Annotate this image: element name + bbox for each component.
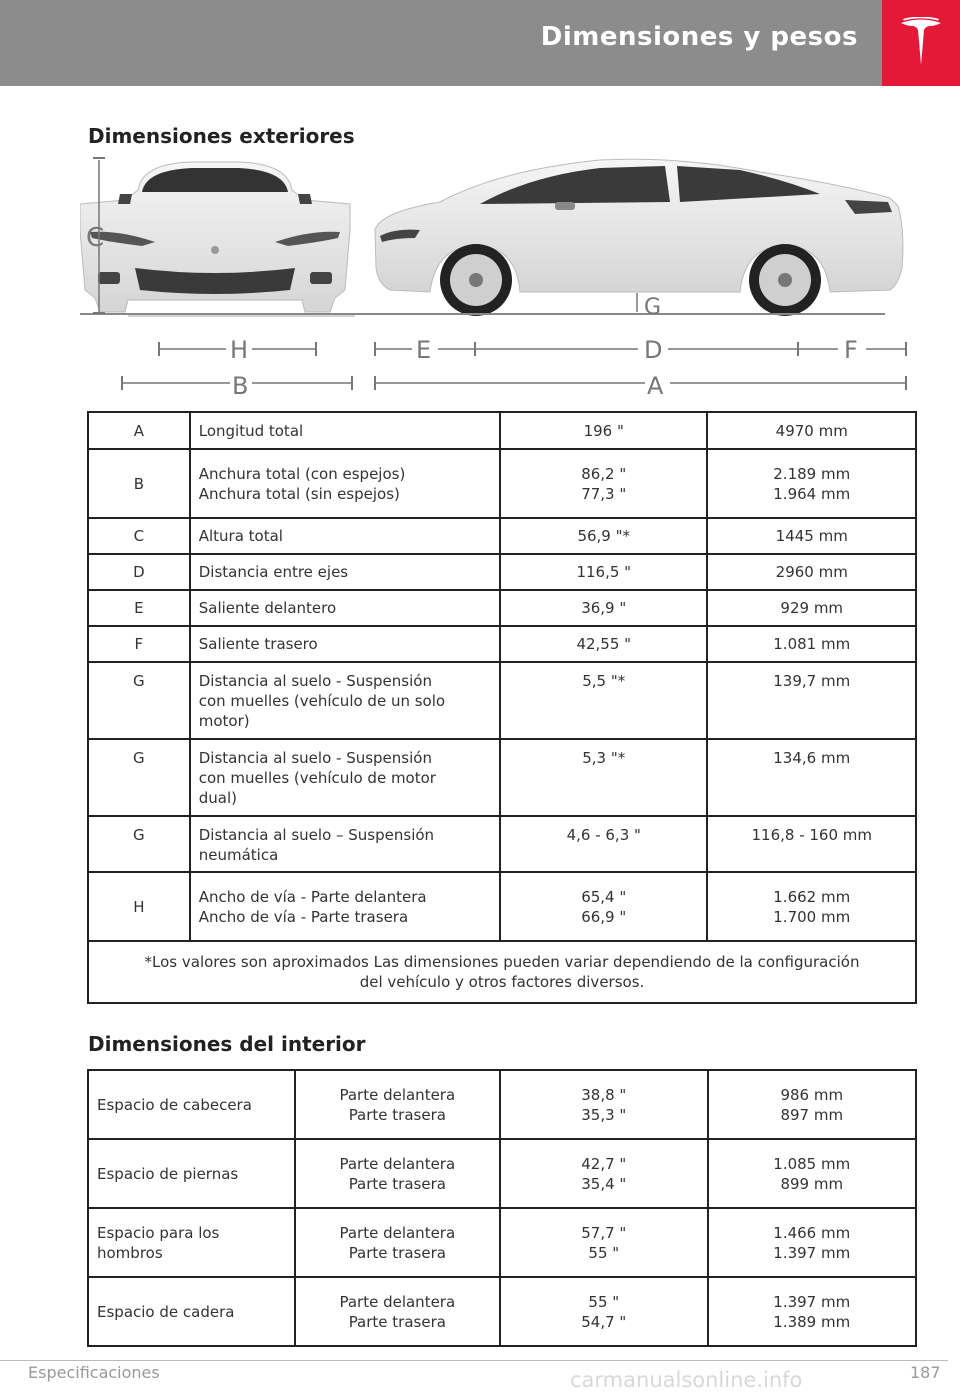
cell-line: 1.397 mm <box>773 1292 851 1311</box>
footer-section: Especificaciones <box>28 1363 160 1382</box>
exterior-dimensions-table <box>87 411 917 1004</box>
table-row <box>88 412 916 449</box>
cell-line: 1.964 mm <box>773 484 851 503</box>
cell-line: Distancia al suelo - Suspensión <box>198 749 432 767</box>
cell-line: 1.397 mm <box>773 1243 851 1262</box>
cell-line: Parte trasera <box>348 1312 446 1331</box>
cell-line: motor) <box>198 712 250 730</box>
cell-line: 116,5 " <box>576 563 632 581</box>
cell-line: dual) <box>198 789 237 807</box>
cell-line: neumática <box>198 846 279 864</box>
table-row <box>88 449 916 518</box>
cell-line: 36,9 " <box>581 599 627 617</box>
cell-line: 1.700 mm <box>773 907 851 926</box>
dimension-code: C <box>88 518 190 554</box>
cell-line: 4,6 - 6,3 " <box>566 826 641 844</box>
label-g: G <box>644 295 662 320</box>
label-f: F <box>844 336 858 364</box>
cell-line: 35,3 " <box>581 1105 627 1124</box>
cell-line: Espacio de cabecera <box>97 1095 252 1114</box>
table-row <box>88 1208 916 1277</box>
cell-line: Longitud total <box>198 421 304 440</box>
dimension-code: F <box>88 626 190 662</box>
table-row <box>88 1139 916 1208</box>
cell-line: Parte delantera <box>339 1085 456 1104</box>
cell-line: 1445 mm <box>775 527 848 545</box>
cell-line: Parte trasera <box>348 1105 446 1124</box>
table-row <box>88 626 916 662</box>
dimension-code: B <box>88 449 190 518</box>
cell-line: 2960 mm <box>775 563 848 581</box>
cell-line: 65,4 " <box>581 887 627 906</box>
cell-line: Saliente delantero <box>198 599 337 617</box>
label-d: D <box>644 336 663 364</box>
dimension-code: G <box>88 816 190 872</box>
cell-line: 1.466 mm <box>773 1223 851 1242</box>
cell-line: 1.085 mm <box>773 1154 851 1173</box>
dimension-code: H <box>88 872 190 941</box>
table-note-row <box>88 941 916 1003</box>
cell-line: 134,6 mm <box>773 749 851 767</box>
vehicle-dimensions-diagram <box>80 150 920 405</box>
label-c: C <box>86 223 105 253</box>
exterior-title: Dimensiones exteriores <box>88 124 355 148</box>
cell-line: Parte delantera <box>339 1154 456 1173</box>
cell-line: 35,4 " <box>581 1174 627 1193</box>
cell-line: Parte trasera <box>348 1174 446 1193</box>
cell-line: hombros <box>97 1243 163 1262</box>
cell-line: 897 mm <box>780 1105 844 1124</box>
interior-dimensions-table <box>87 1069 917 1347</box>
cell-line: 56,9 "* <box>577 527 631 545</box>
cell-line: 196 " <box>583 421 624 440</box>
cell-line: Ancho de vía - Parte delantera <box>198 887 427 906</box>
cell-line: con muelles (vehículo de un solo <box>198 692 446 710</box>
cell-line: 55 " <box>588 1243 620 1262</box>
cell-line: 5,5 "* <box>582 672 626 690</box>
table-row <box>88 872 916 941</box>
table-row <box>88 590 916 626</box>
label-h: H <box>230 336 249 364</box>
cell-line: Parte delantera <box>339 1292 456 1311</box>
brand-logo <box>882 0 960 86</box>
tesla-logo-icon <box>899 17 943 69</box>
watermark: carmanualsonline.info <box>570 1368 803 1392</box>
cell-line: 66,9 " <box>581 907 627 926</box>
table-row <box>88 554 916 590</box>
cell-line: 986 mm <box>780 1085 844 1104</box>
table-row <box>88 1070 916 1139</box>
page-header <box>0 0 960 86</box>
cell-line: Ancho de vía - Parte trasera <box>198 907 409 926</box>
cell-line: 1.662 mm <box>773 887 851 906</box>
cell-line: *Los valores son aproximados Las dimensiones pueden variar dependiendo de la configuración <box>144 953 860 971</box>
cell-line: 1.389 mm <box>773 1312 851 1331</box>
label-a: A <box>647 372 664 400</box>
table-row <box>88 1277 916 1346</box>
header-title: Dimensiones y pesos <box>540 22 858 52</box>
cell-line: Altura total <box>198 527 283 545</box>
cell-line: 86,2 " <box>581 464 627 483</box>
interior-title: Dimensiones del interior <box>88 1032 366 1056</box>
dimension-code: G <box>88 662 190 739</box>
cell-line: 899 mm <box>780 1174 844 1193</box>
cell-line: 38,8 " <box>581 1085 627 1104</box>
front-view-car <box>80 162 350 312</box>
side-view-car <box>375 159 903 316</box>
cell-line: 54,7 " <box>581 1312 627 1331</box>
cell-line: 2.189 mm <box>773 464 851 483</box>
table-row <box>88 739 916 816</box>
cell-line: 42,55 " <box>576 635 632 653</box>
cell-line: 4970 mm <box>775 421 848 440</box>
footer-rule <box>0 1360 948 1361</box>
cell-line: 55 " <box>588 1292 620 1311</box>
cell-line: Anchura total (sin espejos) <box>198 484 400 503</box>
cell-line: 929 mm <box>780 599 844 617</box>
dimension-code: G <box>88 739 190 816</box>
cell-line: Distancia al suelo – Suspensión <box>198 826 435 844</box>
table-row <box>88 518 916 554</box>
cell-line: Parte trasera <box>348 1243 446 1262</box>
cell-line: 57,7 " <box>581 1223 627 1242</box>
dimension-code: D <box>88 554 190 590</box>
cell-line: Distancia entre ejes <box>198 563 349 581</box>
cell-line: Espacio de piernas <box>97 1164 239 1183</box>
page-number: 187 <box>910 1363 941 1382</box>
cell-line: 116,8 - 160 mm <box>751 826 872 844</box>
dimension-code: E <box>88 590 190 626</box>
cell-line: 5,3 "* <box>582 749 626 767</box>
label-b: B <box>232 372 249 400</box>
table-row <box>88 816 916 872</box>
label-e: E <box>416 336 432 364</box>
cell-line: Espacio para los <box>97 1223 220 1242</box>
table-row <box>88 662 916 739</box>
cell-line: Distancia al suelo - Suspensión <box>198 672 432 690</box>
cell-line: 1.081 mm <box>773 635 851 653</box>
cell-line: con muelles (vehículo de motor <box>198 769 436 787</box>
cell-line: Parte delantera <box>339 1223 456 1242</box>
cell-line: Anchura total (con espejos) <box>198 464 406 483</box>
cell-line: 42,7 " <box>581 1154 627 1173</box>
cell-line: Saliente trasero <box>198 635 318 653</box>
dimension-code: A <box>88 412 190 449</box>
cell-line: Espacio de cadera <box>97 1302 235 1321</box>
cell-line: 139,7 mm <box>773 672 851 690</box>
cell-line: 77,3 " <box>581 484 627 503</box>
cell-line: del vehículo y otros factores diversos. <box>359 973 645 991</box>
